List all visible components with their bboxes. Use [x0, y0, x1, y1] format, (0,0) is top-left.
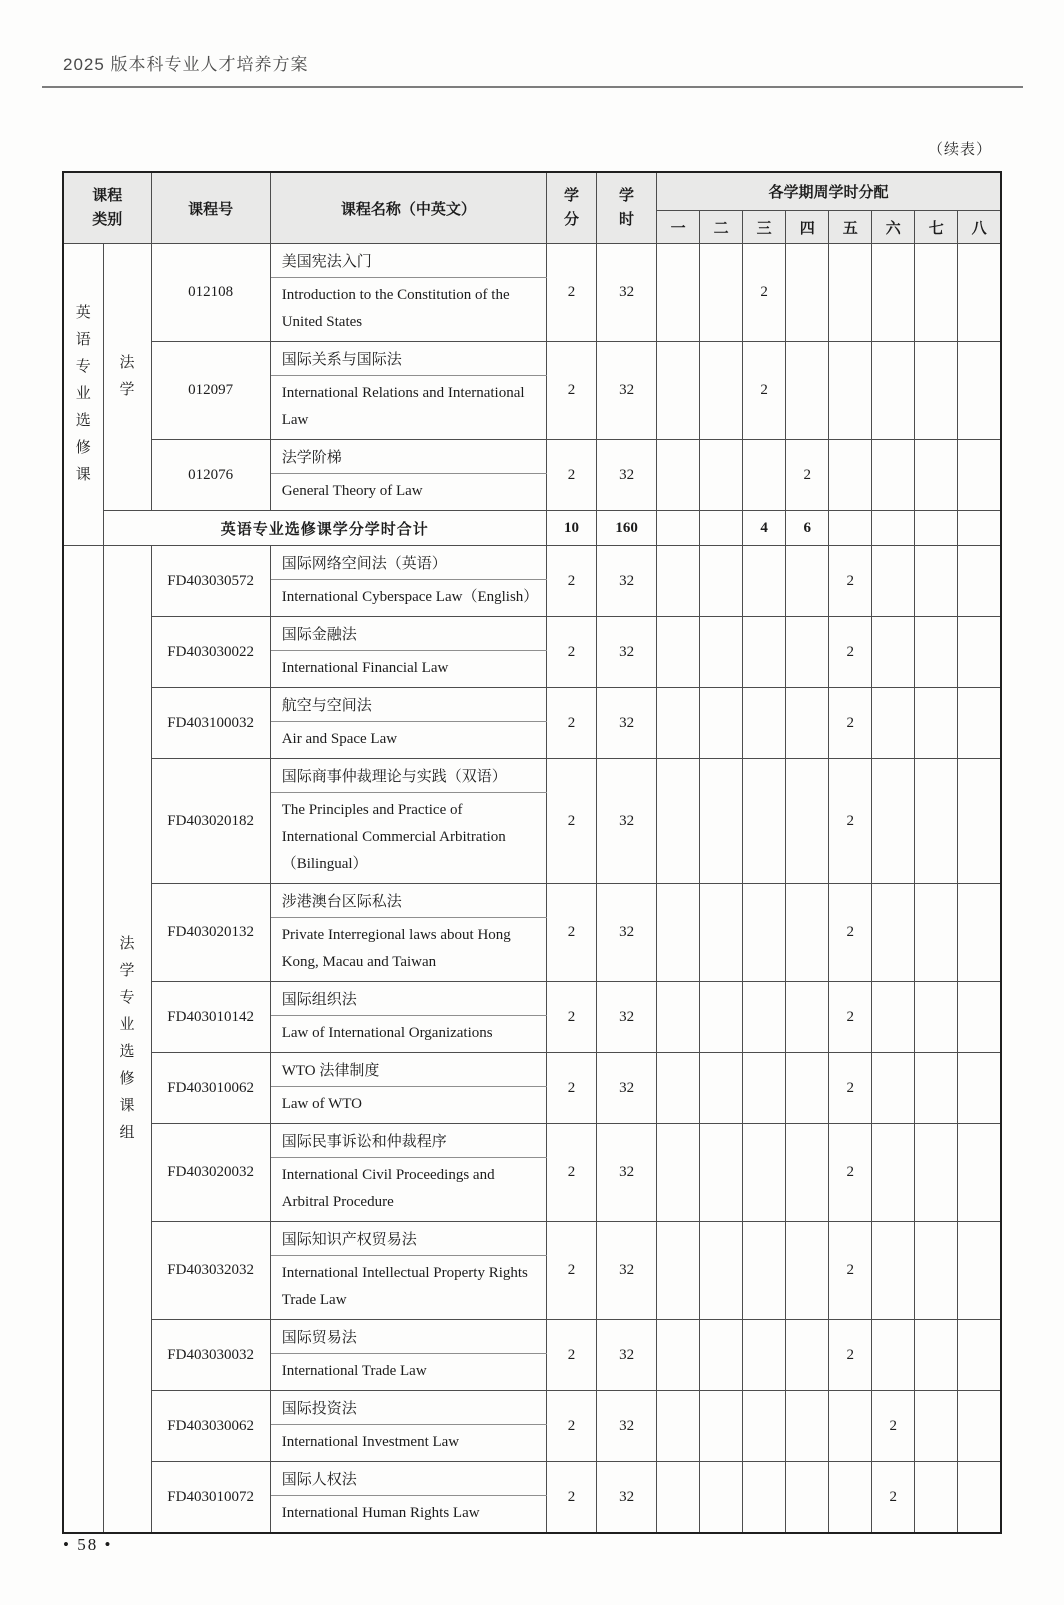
semester-8-cell: [958, 1320, 1001, 1391]
semester-4-cell: [786, 884, 829, 982]
header-semester-8: 八: [958, 211, 1001, 244]
semester-1-cell: [657, 1462, 700, 1534]
semester-7-cell: [915, 546, 958, 617]
semester-1-cell: [657, 1053, 700, 1124]
header-divider: [42, 86, 1023, 88]
credit-cell: 2: [546, 884, 596, 982]
hours-cell: 32: [597, 1222, 657, 1320]
header-semester-5: 五: [829, 211, 872, 244]
category-outer-cell: [63, 244, 103, 546]
semester-7-cell: [915, 884, 958, 982]
credit-cell: 2: [546, 688, 596, 759]
hours-cell: 32: [597, 759, 657, 884]
summary-label-cell: 英语专业选修课学分学时合计: [103, 511, 546, 546]
semester-8-cell: [958, 342, 1001, 440]
course-row: [63, 982, 1001, 1016]
course-code-cell: FD403020182: [151, 759, 270, 884]
semester-2-cell: [700, 1462, 743, 1534]
semester-5-cell: 2: [829, 759, 872, 884]
header-course-category: 课程类别: [63, 172, 151, 244]
course-name-cn: 涉港澳台区际私法: [270, 884, 546, 918]
semester-7-cell: [915, 1124, 958, 1222]
semester-3-cell: [743, 1391, 786, 1462]
semester-1-cell: [657, 342, 700, 440]
course-row: [63, 1222, 1001, 1256]
semester-5-cell: [829, 1462, 872, 1534]
semester-7-cell: [915, 1320, 958, 1391]
semester-8-cell: [958, 617, 1001, 688]
course-name-en: General Theory of Law: [270, 474, 546, 511]
credit-cell: 2: [546, 244, 596, 342]
course-name-en: International Trade Law: [270, 1354, 546, 1391]
semester-3-cell: [743, 1053, 786, 1124]
hours-cell: 32: [597, 1391, 657, 1462]
course-name-cn: 国际商事仲裁理论与实践（双语）: [270, 759, 546, 793]
category-outer-cell-text: 英语专业选修课: [75, 305, 91, 483]
semester-7-cell: [915, 1462, 958, 1534]
semester-8-cell: [958, 1462, 1001, 1534]
semester-8-cell: [958, 884, 1001, 982]
category-outer-cell: [63, 546, 103, 1534]
header-semester-2: 二: [700, 211, 743, 244]
semester-3-cell: [743, 759, 786, 884]
semester-2-cell: [700, 759, 743, 884]
header-hours: 学时: [597, 172, 657, 244]
summary-semester-2-cell: [700, 511, 743, 546]
semester-1-cell: [657, 244, 700, 342]
header-semester-3: 三: [743, 211, 786, 244]
course-code-cell: FD403010062: [151, 1053, 270, 1124]
course-code-cell: FD403032032: [151, 1222, 270, 1320]
course-name-cn: 国际贸易法: [270, 1320, 546, 1354]
course-row: [63, 688, 1001, 722]
course-name-cn: 国际组织法: [270, 982, 546, 1016]
semester-7-cell: [915, 759, 958, 884]
hours-cell: 32: [597, 1462, 657, 1534]
hours-cell: 32: [597, 1053, 657, 1124]
hours-cell: 32: [597, 982, 657, 1053]
summary-hours-cell: 160: [597, 511, 657, 546]
semester-2-cell: [700, 884, 743, 982]
course-row: [63, 342, 1001, 376]
credit-cell: 2: [546, 617, 596, 688]
semester-1-cell: [657, 617, 700, 688]
course-name-cn: 国际网络空间法（英语）: [270, 546, 546, 580]
semester-1-cell: [657, 546, 700, 617]
semester-8-cell: [958, 688, 1001, 759]
course-name-cn: 国际人权法: [270, 1462, 546, 1496]
curriculum-table: [62, 171, 1002, 1534]
credit-cell: 2: [546, 1391, 596, 1462]
course-name-en: International Human Rights Law: [270, 1496, 546, 1534]
semester-2-cell: [700, 244, 743, 342]
semester-4-cell: [786, 759, 829, 884]
course-code-cell: 012076: [151, 440, 270, 511]
category-inner-cell: [103, 244, 151, 511]
credit-cell: 2: [546, 759, 596, 884]
credit-cell: 2: [546, 342, 596, 440]
semester-4-cell: [786, 1462, 829, 1534]
semester-8-cell: [958, 440, 1001, 511]
course-name-en: Law of WTO: [270, 1087, 546, 1124]
course-name-cn: WTO 法律制度: [270, 1053, 546, 1087]
course-code-cell: 012097: [151, 342, 270, 440]
semester-3-cell: [743, 617, 786, 688]
semester-4-cell: [786, 1391, 829, 1462]
semester-7-cell: [915, 244, 958, 342]
semester-5-cell: [829, 244, 872, 342]
summary-semester-5-cell: [829, 511, 872, 546]
course-name-en: The Principles and Practice of International Commercial Arbitration（Bilingual）: [270, 793, 546, 884]
course-name-en: Air and Space Law: [270, 722, 546, 759]
course-row: [63, 759, 1001, 793]
course-name-en: International Relations and International Law: [270, 376, 546, 440]
semester-4-cell: [786, 1124, 829, 1222]
semester-1-cell: [657, 688, 700, 759]
course-name-cn: 国际投资法: [270, 1391, 546, 1425]
header-course-code: 课程号: [151, 172, 270, 244]
semester-6-cell: [872, 759, 915, 884]
course-row: [63, 440, 1001, 474]
semester-8-cell: [958, 1391, 1001, 1462]
header-semester-6: 六: [872, 211, 915, 244]
semester-6-cell: [872, 1320, 915, 1391]
semester-4-cell: 2: [786, 440, 829, 511]
course-name-en: International Financial Law: [270, 651, 546, 688]
semester-6-cell: [872, 1053, 915, 1124]
header-course-name: 课程名称（中英文）: [270, 172, 546, 244]
semester-4-cell: [786, 1053, 829, 1124]
course-code-cell: FD403030062: [151, 1391, 270, 1462]
semester-7-cell: [915, 440, 958, 511]
semester-4-cell: [786, 546, 829, 617]
semester-5-cell: 2: [829, 617, 872, 688]
semester-1-cell: [657, 1320, 700, 1391]
semester-8-cell: [958, 1053, 1001, 1124]
semester-2-cell: [700, 982, 743, 1053]
course-row: [63, 1124, 1001, 1158]
header-credit: 学分: [546, 172, 596, 244]
semester-8-cell: [958, 244, 1001, 342]
semester-4-cell: [786, 1320, 829, 1391]
course-name-en: International Investment Law: [270, 1425, 546, 1462]
course-code-cell: FD403030022: [151, 617, 270, 688]
credit-cell: 2: [546, 1462, 596, 1534]
course-row: [63, 546, 1001, 580]
semester-4-cell: [786, 1222, 829, 1320]
semester-5-cell: 2: [829, 1124, 872, 1222]
semester-2-cell: [700, 688, 743, 759]
semester-1-cell: [657, 982, 700, 1053]
semester-2-cell: [700, 1391, 743, 1462]
course-name-en: International Civil Proceedings and Arbitral Procedure: [270, 1158, 546, 1222]
semester-3-cell: [743, 1320, 786, 1391]
semester-4-cell: [786, 617, 829, 688]
semester-7-cell: [915, 1053, 958, 1124]
course-name-cn: 国际民事诉讼和仲裁程序: [270, 1124, 546, 1158]
course-code-cell: FD403010142: [151, 982, 270, 1053]
semester-5-cell: 2: [829, 688, 872, 759]
course-code-cell: FD403030032: [151, 1320, 270, 1391]
semester-2-cell: [700, 1320, 743, 1391]
course-name-en: International Intellectual Property Rights Trade Law: [270, 1256, 546, 1320]
semester-8-cell: [958, 546, 1001, 617]
course-row: [63, 244, 1001, 278]
semester-6-cell: [872, 982, 915, 1053]
summary-semester-1-cell: [657, 511, 700, 546]
hours-cell: 32: [597, 440, 657, 511]
course-code-cell: 012108: [151, 244, 270, 342]
semester-2-cell: [700, 1053, 743, 1124]
semester-1-cell: [657, 759, 700, 884]
course-name-cn: 法学阶梯: [270, 440, 546, 474]
course-name-cn: 国际知识产权贸易法: [270, 1222, 546, 1256]
semester-7-cell: [915, 688, 958, 759]
semester-1-cell: [657, 1222, 700, 1320]
curriculum-table-container: [62, 171, 1002, 1534]
semester-6-cell: [872, 884, 915, 982]
course-code-cell: FD403030572: [151, 546, 270, 617]
semester-3-cell: [743, 688, 786, 759]
category-inner-cell-text: 法学专业选修课组: [119, 936, 135, 1141]
course-name-en: Introduction to the Constitution of the United States: [270, 278, 546, 342]
credit-cell: 2: [546, 982, 596, 1053]
semester-3-cell: 2: [743, 342, 786, 440]
semester-5-cell: 2: [829, 1053, 872, 1124]
semester-1-cell: [657, 1391, 700, 1462]
semester-3-cell: [743, 884, 786, 982]
semester-5-cell: 2: [829, 546, 872, 617]
semester-5-cell: 2: [829, 884, 872, 982]
header-semester-1: 一: [657, 211, 700, 244]
semester-4-cell: [786, 688, 829, 759]
semester-3-cell: [743, 1222, 786, 1320]
semester-6-cell: [872, 440, 915, 511]
semester-3-cell: [743, 440, 786, 511]
course-name-en: International Cyberspace Law（English）: [270, 580, 546, 617]
semester-7-cell: [915, 342, 958, 440]
credit-cell: 2: [546, 1222, 596, 1320]
semester-2-cell: [700, 1124, 743, 1222]
semester-5-cell: [829, 342, 872, 440]
semester-2-cell: [700, 617, 743, 688]
semester-3-cell: [743, 982, 786, 1053]
semester-6-cell: 2: [872, 1462, 915, 1534]
semester-7-cell: [915, 617, 958, 688]
semester-3-cell: [743, 1124, 786, 1222]
semester-6-cell: [872, 546, 915, 617]
semester-3-cell: [743, 1462, 786, 1534]
course-name-en: Law of International Organizations: [270, 1016, 546, 1053]
semester-1-cell: [657, 440, 700, 511]
semester-5-cell: 2: [829, 1222, 872, 1320]
hours-cell: 32: [597, 1320, 657, 1391]
credit-cell: 2: [546, 1320, 596, 1391]
credit-cell: 2: [546, 546, 596, 617]
course-code-cell: FD403020132: [151, 884, 270, 982]
page-number: • 58 •: [63, 1535, 113, 1554]
course-code-cell: FD403010072: [151, 1462, 270, 1534]
semester-5-cell: [829, 1391, 872, 1462]
semester-3-cell: 2: [743, 244, 786, 342]
semester-2-cell: [700, 440, 743, 511]
header-semester-group: 各学期周学时分配: [657, 172, 1001, 211]
semester-6-cell: [872, 688, 915, 759]
table-header: [63, 172, 1001, 244]
semester-6-cell: [872, 617, 915, 688]
hours-cell: 32: [597, 244, 657, 342]
semester-6-cell: [872, 1124, 915, 1222]
semester-5-cell: [829, 440, 872, 511]
course-name-cn: 美国宪法入门: [270, 244, 546, 278]
header-semester-4: 四: [786, 211, 829, 244]
hours-cell: 32: [597, 1124, 657, 1222]
semester-4-cell: [786, 342, 829, 440]
summary-credit-cell: 10: [546, 511, 596, 546]
semester-6-cell: [872, 1222, 915, 1320]
header-semester-7: 七: [915, 211, 958, 244]
semester-6-cell: [872, 244, 915, 342]
semester-8-cell: [958, 1124, 1001, 1222]
semester-2-cell: [700, 546, 743, 617]
course-row: [63, 884, 1001, 918]
summary-semester-7-cell: [915, 511, 958, 546]
course-name-cn: 航空与空间法: [270, 688, 546, 722]
summary-semester-6-cell: [872, 511, 915, 546]
course-row: [63, 1391, 1001, 1425]
category-inner-cell: [103, 546, 151, 1534]
hours-cell: 32: [597, 688, 657, 759]
summary-semester-8-cell: [958, 511, 1001, 546]
semester-7-cell: [915, 982, 958, 1053]
semester-5-cell: 2: [829, 1320, 872, 1391]
category-inner-cell-text: 法学: [119, 355, 135, 398]
table-body: [63, 244, 1001, 1534]
semester-2-cell: [700, 1222, 743, 1320]
course-name-en: Private Interregional laws about Hong Kong, Macau and Taiwan: [270, 918, 546, 982]
credit-cell: 2: [546, 1053, 596, 1124]
course-code-cell: FD403100032: [151, 688, 270, 759]
course-code-cell: FD403020032: [151, 1124, 270, 1222]
course-row: [63, 1462, 1001, 1496]
course-name-cn: 国际金融法: [270, 617, 546, 651]
semester-2-cell: [700, 342, 743, 440]
semester-6-cell: [872, 342, 915, 440]
semester-8-cell: [958, 759, 1001, 884]
course-row: [63, 1320, 1001, 1354]
hours-cell: 32: [597, 884, 657, 982]
credit-cell: 2: [546, 440, 596, 511]
credit-cell: 2: [546, 1124, 596, 1222]
summary-semester-3-cell: 4: [743, 511, 786, 546]
course-row: [63, 1053, 1001, 1087]
semester-3-cell: [743, 546, 786, 617]
semester-1-cell: [657, 884, 700, 982]
semester-7-cell: [915, 1391, 958, 1462]
summary-semester-4-cell: 6: [786, 511, 829, 546]
hours-cell: 32: [597, 617, 657, 688]
hours-cell: 32: [597, 546, 657, 617]
semester-5-cell: 2: [829, 982, 872, 1053]
hours-cell: 32: [597, 342, 657, 440]
semester-8-cell: [958, 1222, 1001, 1320]
continued-table-note: （续表）: [927, 142, 992, 158]
semester-1-cell: [657, 1124, 700, 1222]
page-title: 2025 版本科专业人才培养方案: [63, 55, 309, 74]
semester-7-cell: [915, 1222, 958, 1320]
semester-4-cell: [786, 982, 829, 1053]
semester-6-cell: 2: [872, 1391, 915, 1462]
course-name-cn: 国际关系与国际法: [270, 342, 546, 376]
semester-4-cell: [786, 244, 829, 342]
course-row: [63, 617, 1001, 651]
semester-8-cell: [958, 982, 1001, 1053]
summary-row: [63, 511, 1001, 546]
